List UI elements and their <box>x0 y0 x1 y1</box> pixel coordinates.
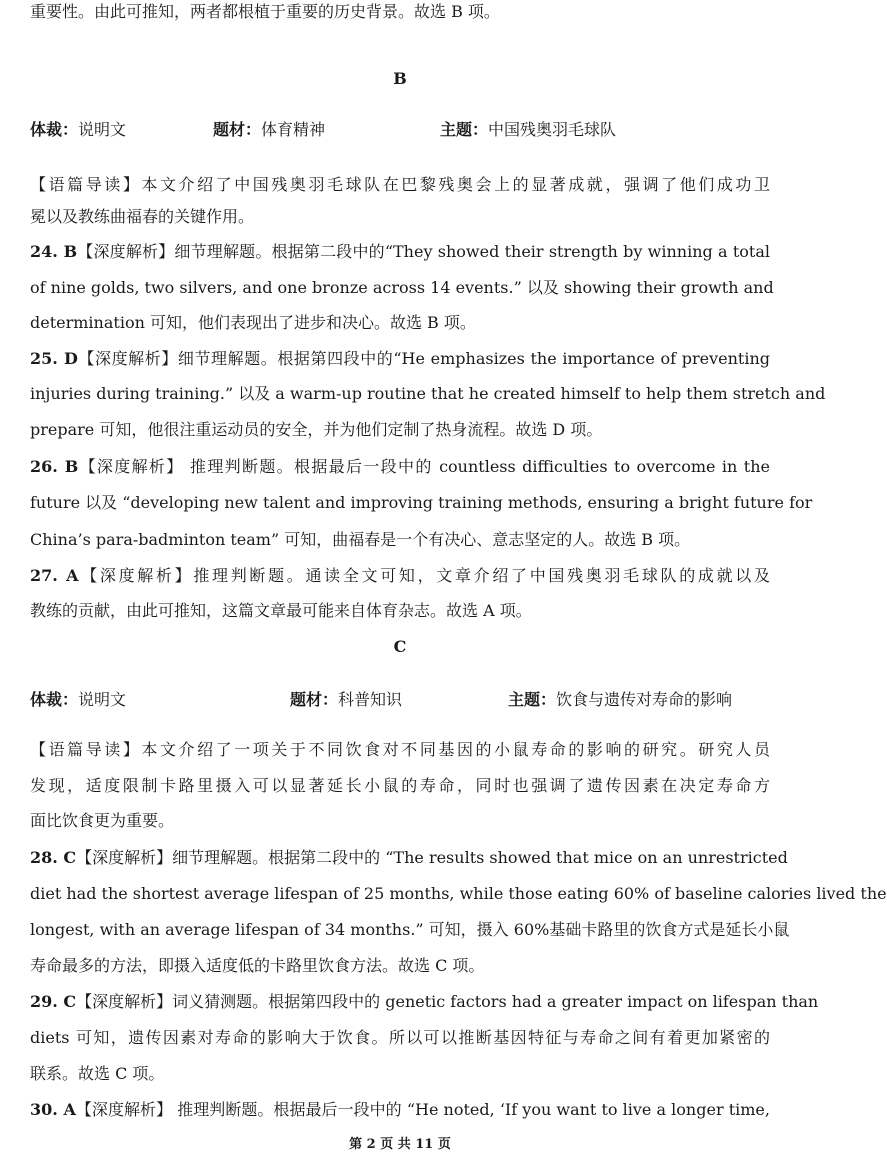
genre-label: 体裁： <box>30 690 79 709</box>
answer-line: determination 可知，他们表现出了进步和决心。故选 B 项。 <box>30 313 476 332</box>
topic-value: 体育精神 <box>261 120 326 139</box>
answer-line: diets 可知，遗传因素对寿命的影响大于饮食。所以可以推断基因特征与寿命之间有着更加紧密的 <box>30 1028 770 1047</box>
genre-value: 说明文 <box>78 690 127 709</box>
answer-text: 【深度解析】细节理解题。根据第四段中的“He emphasizes the importance of preventing <box>77 349 770 368</box>
answer-line <box>30 565 770 587</box>
intro-line: 重要性。由此可推知，两者都根植于重要的历史背景。故选 B 项。 <box>30 2 500 21</box>
page-footer: 第 2 页 共 11 页 <box>349 1137 451 1152</box>
genre-label: 体裁： <box>30 120 79 139</box>
theme-value: 饮食与遗传对寿命的影响 <box>556 690 733 709</box>
answer-text: 【深度解析】细节理解题。根据第二段中的“They showed their strength by winning a total <box>77 242 770 261</box>
answer-line <box>30 241 770 263</box>
answer-text: 【深度解析】推理判断题。通读全文可知，文章介绍了中国残奥羽毛球队的成就以及 <box>78 566 770 585</box>
theme-label: 主题： <box>508 690 557 709</box>
answer-line <box>30 991 819 1013</box>
answer-line: injuries during training.” 以及 a warm-up routine that he created himself to help them stretch and <box>30 384 826 403</box>
question-number: 27. A <box>30 566 79 585</box>
answer-line <box>30 1099 770 1121</box>
guide-line: 面比饮食更为重要。 <box>30 811 175 830</box>
topic-value: 科普知识 <box>338 690 403 709</box>
section-c-heading: C <box>393 637 407 656</box>
answer-line <box>30 348 770 370</box>
guide-line: 冕以及教练曲福春的关键作用。 <box>30 207 255 226</box>
answer-line <box>30 847 788 869</box>
section-b-heading: B <box>393 69 407 88</box>
guide-line: 【语篇导读】本文介绍了一项关于不同饮食对不同基因的小鼠寿命的影响的研究。研究人员 <box>30 740 770 759</box>
answer-line: 联系。故选 C 项。 <box>30 1064 165 1083</box>
answer-line: longest, with an average lifespan of 34 months.” 可知，摄入 60%基础卡路里的饮食方式是延长小鼠 <box>30 920 790 939</box>
answer-line: China’s para-badminton team” 可知，曲福春是一个有决心、意志坚定的人。故选 B 项。 <box>30 530 691 549</box>
answer-line: 教练的贡献，由此可推知，这篇文章最可能来自体育杂志。故选 A 项。 <box>30 601 532 620</box>
guide-line: 发现，适度限制卡路里摄入可以显著延长小鼠的寿命，同时也强调了遗传因素在决定寿命方 <box>30 776 770 795</box>
answer-text: 【深度解析】细节理解题。根据第二段中的 “The results showed that mice on an unrestricted <box>76 848 788 867</box>
theme-label: 主题： <box>440 120 489 139</box>
answer-line: 寿命最多的方法，即摄入适度低的卡路里饮食方法。故选 C 项。 <box>30 956 485 975</box>
answer-line: diet had the shortest average lifespan of 25 months, while those eating 60% of baseline calories lived the <box>30 884 887 903</box>
question-number: 29. C <box>30 992 77 1011</box>
guide-line: 【语篇导读】本文介绍了中国残奥羽毛球队在巴黎残奥会上的显著成就，强调了他们成功卫 <box>30 175 770 194</box>
question-number: 28. C <box>30 848 77 867</box>
genre-value: 说明文 <box>78 120 127 139</box>
answer-text: 【深度解析】 推理判断题。根据最后一段中的 “He noted, ‘If you want to live a longer time, <box>75 1100 770 1119</box>
answer-line: of nine golds, two silvers, and one bronze across 14 events.” 以及 showing their growth and <box>30 278 774 297</box>
topic-label: 题材： <box>213 120 262 139</box>
answer-line: prepare 可知，他很注重运动员的安全，并为他们定制了热身流程。故选 D 项。 <box>30 420 603 439</box>
question-number: 26. B <box>30 457 79 476</box>
question-number: 25. D <box>30 349 78 368</box>
answer-line: future 以及 “developing new talent and improving training methods, ensuring a bright future for <box>30 493 813 512</box>
answer-line <box>30 456 770 478</box>
theme-value: 中国残奥羽毛球队 <box>488 120 617 139</box>
topic-label: 题材： <box>290 690 339 709</box>
question-number: 24. B <box>30 242 78 261</box>
answer-text: 【深度解析】 推理判断题。根据最后一段中的 countless difficulties to overcome in the <box>78 457 770 476</box>
question-number: 30. A <box>30 1100 76 1119</box>
answer-text: 【深度解析】词义猜测题。根据第四段中的 genetic factors had a greater impact on lifespan than <box>76 992 819 1011</box>
